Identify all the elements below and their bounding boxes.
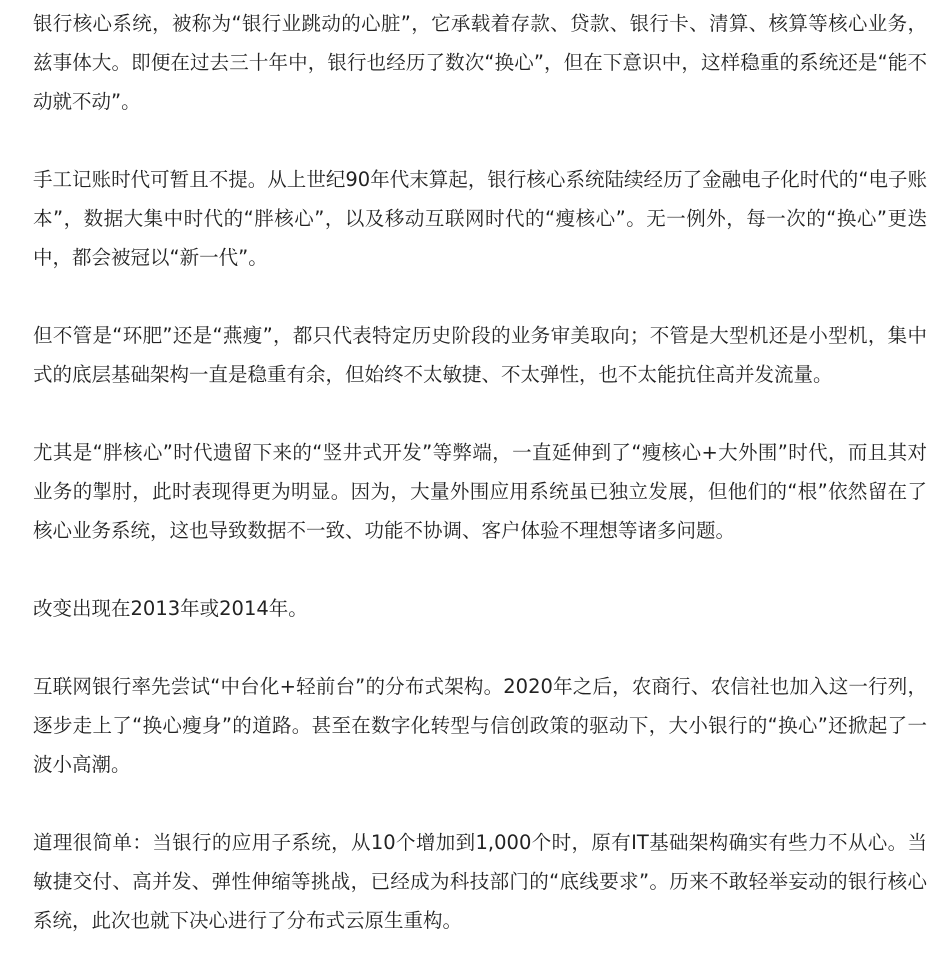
paragraph-reasoning: 道理很简单：当银行的应用子系统，从10个增加到1,000个时，原有IT基础架构确实有些力不从心。当敏捷交付、高并发、弹性伸缩等挑战，已经成为科技部门的“底线要求”。历来不敢轻举妄动的银行核心系统，此次也就下决心进行了分布式云原生重构。 <box>33 831 927 932</box>
paragraph-history: 手工记账时代可暂且不提。从上世纪90年代末算起，银行核心系统陆续经历了金融电子化时代的“电子账本”，数据大集中时代的“胖核心”，以及移动互联网时代的“瘦核心”。无一例外，每一次的“换心”更迭中，都会被冠以“新一代”。 <box>33 168 927 269</box>
paragraph-intro: 银行核心系统，被称为“银行业跳动的心脏”，它承载着存款、贷款、银行卡、清算、核算等核心业务，兹事体大。即便在过去三十年中，银行也经历了数次“换心”，但在下意识中，这样稳重的系统还是“能不动就不动”。 <box>33 12 927 113</box>
paragraph-problems: 尤其是“胖核心”时代遗留下来的“竖井式开发”等弊端，一直延伸到了“瘦核心+大外围”时代，而且其对业务的掣肘，此时表现得更为明显。因为，大量外围应用系统虽已独立发展，但他们的“根”依然留在了核心业务系统，这也导致数据不一致、功能不协调、客户体验不理想等诸多问题。 <box>33 441 927 542</box>
paragraph-internet-banks: 互联网银行率先尝试“中台化+轻前台”的分布式架构。2020年之后，农商行、农信社也加入这一行列，逐步走上了“换心瘦身”的道路。甚至在数字化转型与信创政策的驱动下，大小银行的“换心”还掀起了一波小高潮。 <box>33 675 927 776</box>
paragraph-architecture: 但不管是“环肥”还是“燕瘦”，都只代表特定历史阶段的业务审美取向；不管是大型机还是小型机，集中式的底层基础架构一直是稳重有余，但始终不太敏捷、不太弹性，也不太能抗住高并发流量。 <box>33 324 927 386</box>
article-body <box>33 4 927 940</box>
paragraph-change: 改变出现在2013年或2014年。 <box>33 597 308 620</box>
